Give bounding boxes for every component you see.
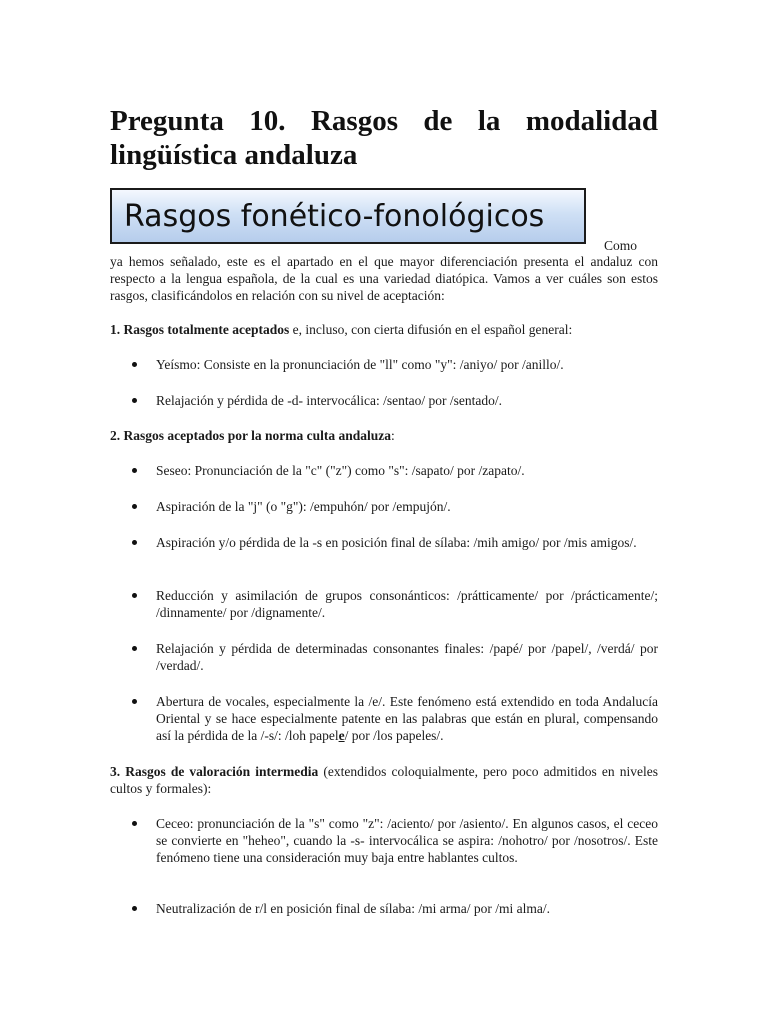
- list-item: [110, 900, 658, 917]
- list-item-text: Relajación y pérdida de determinadas consonantes finales: /papé/ por /papel/, /verdá/ por /verdad/.: [156, 641, 658, 673]
- banner-text: Rasgos fonético-fonológicos: [124, 198, 545, 234]
- bullet-icon: [132, 821, 137, 826]
- list-item: [110, 498, 658, 515]
- section1-heading-line: [110, 321, 658, 338]
- section2-heading-line: [110, 427, 658, 444]
- list-item: [110, 462, 658, 479]
- intro-first-word: Como: [604, 238, 638, 253]
- underlined-letter: e: [338, 728, 345, 743]
- list-item: [110, 815, 658, 866]
- list-item-text: [156, 693, 658, 744]
- bullet-icon: [132, 593, 137, 598]
- bullet-icon: [132, 906, 137, 911]
- section1-heading: 1. Rasgos totalmente aceptados: [110, 322, 290, 337]
- list-item: [110, 640, 658, 674]
- bullet-icon: [132, 646, 137, 651]
- list-item: [110, 587, 658, 621]
- list-item: [110, 356, 658, 373]
- intro-paragraph: ya hemos señalado, este es el apartado en el que mayor diferenciación presenta el andaluz con respecto a la lengua española, de la cual es una variedad diatópica. Vamos a ver cuáles son estos rasgos, clasificándolos en relación con su nivel de aceptación:: [110, 254, 658, 303]
- list-item-text: Relajación y pérdida de -d- intervocálica: /sentao/ por /sentado/.: [156, 393, 502, 408]
- list-item-text-part: / por /los papeles/.: [344, 728, 444, 743]
- bullet-icon: [132, 540, 137, 545]
- list-item-text: Aspiración y/o pérdida de la -s en posición final de sílaba: /mih amigo/ por /mis amigos/.: [156, 535, 637, 550]
- list-item-text: Yeísmo: Consiste en la pronunciación de "ll" como "y": /aniyo/ por /anillo/.: [156, 357, 564, 372]
- section-banner: [110, 188, 586, 244]
- list-item-text-part: Abertura de vocales, especialmente la /e/. Este fenómeno está extendido en toda Andalucía Oriental y se hace especialmente patente en las palabras que están en plural, compensando así la pérdida de la /-s/: /loh papel: [156, 694, 658, 743]
- bullet-icon: [132, 504, 137, 509]
- bullet-icon: [132, 362, 137, 367]
- section1-heading-rest: e, incluso, con cierta difusión en el español general:: [289, 322, 573, 337]
- list-item: [110, 693, 658, 744]
- section3-heading-line: [110, 763, 658, 797]
- bullet-icon: [132, 699, 137, 704]
- bullet-icon: [132, 398, 137, 403]
- list-item: [110, 392, 658, 409]
- bullet-icon: [132, 468, 137, 473]
- page-title: Pregunta 10. Rasgos de la modalidad lingüística andaluza: [110, 105, 658, 171]
- section3-heading-rest: (extendidos coloquialmente, pero poco admitidos en niveles cultos y formales):: [110, 764, 658, 796]
- list-item-text: Aspiración de la "j" (o "g"): /empuhón/ por /empujón/.: [156, 499, 451, 514]
- list-item: [110, 534, 658, 551]
- list-item-text: Seseo: Pronunciación de la "c" ("z") como "s": /sapato/ por /zapato/.: [156, 463, 525, 478]
- list-item-text: Reducción y asimilación de grupos consonánticos: /prátticamente/ por /prácticamente/; /dinnamente/ por /dignamente/.: [156, 588, 658, 620]
- list-item-text: Ceceo: pronunciación de la "s" como "z": /aciento/ por /asiento/. En algunos casos, el ceceo se convierte en "heheo", cuando la -s- intervocálica se aspira: /nohotro/ por /nosotros/. Este fenómeno tiene una consideración muy baja entre hablantes cultos.: [156, 816, 658, 865]
- section3-heading: 3. Rasgos de valoración intermedia: [110, 764, 319, 779]
- section2-heading-rest: :: [391, 428, 395, 443]
- section2-heading: 2. Rasgos aceptados por la norma culta andaluza: [110, 428, 392, 443]
- list-item-text: Neutralización de r/l en posición final de sílaba: /mi arma/ por /mi alma/.: [156, 901, 550, 916]
